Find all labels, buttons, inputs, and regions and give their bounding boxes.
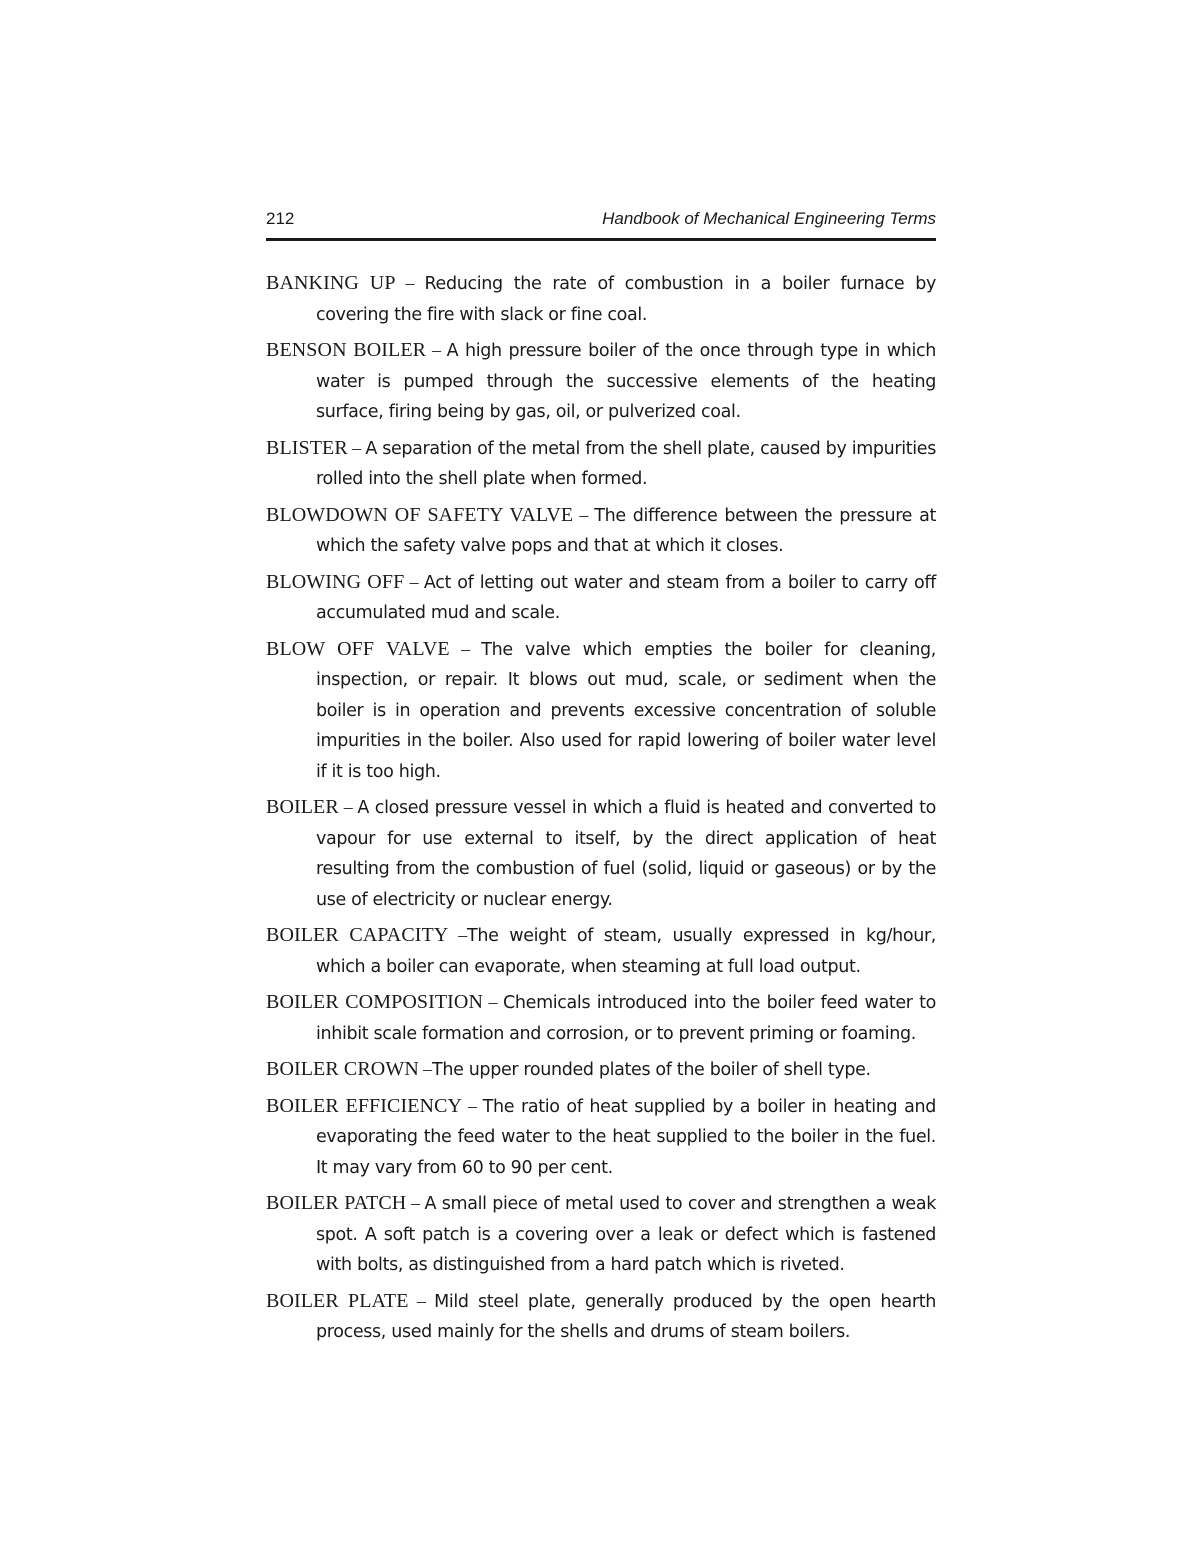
entry-separator: – [448, 925, 468, 945]
entry-definition: The weight of steam, usually expressed in kg/hour, which a boiler can evaporate, when steaming at full load output. [316, 926, 936, 977]
entry-definition: The valve which empties the boiler for cleaning, inspection, or repair. It blows out mud, scale, or sediment when the boiler is in operation and prevents excessive concentration of soluble impurities in the boiler. Also used for rapid lowering of boiler water level if it is too high. [316, 639, 937, 782]
entry-separator: – [483, 992, 504, 1012]
entry-definition: The upper rounded plates of the boiler of shell type. [431, 1060, 871, 1080]
glossary-entries [266, 269, 936, 1348]
glossary-entry [266, 434, 936, 495]
entry-definition: A closed pressure vessel in which a fluid is heated and converted to vapour for use external to itself, by the direct application of heat resulting from the combustion of fuel (solid, liquid or gaseous) or by the use of electricity or nuclear energy. [316, 798, 936, 910]
glossary-entry [266, 1055, 936, 1086]
entry-separator: – [408, 1290, 435, 1311]
entry-definition: Mild steel plate, generally produced by the open hearth process, used mainly for the shells and drums of steam boilers. [316, 1291, 936, 1342]
glossary-entry [266, 336, 936, 428]
entry-separator: – [462, 1095, 483, 1116]
entry-term: BLOWING OFF [266, 570, 405, 593]
entry-definition: The ratio of heat supplied by a boiler in heating and evaporating the feed water to the heat supplied to the boiler in the fuel. It may vary from 60 to 90 per cent. [316, 1096, 936, 1178]
entry-definition: Chemicals introduced into the boiler feed water to inhibit scale formation and corrosion, or to prevent priming or foaming. [316, 993, 936, 1044]
entry-term: BOILER PATCH [266, 1192, 407, 1214]
entry-separator: – [406, 1193, 425, 1213]
entry-separator: – [449, 638, 482, 659]
glossary-entry [266, 501, 936, 562]
entry-definition: The difference between the pressure at which the safety valve pops and that at which it closes. [316, 505, 936, 556]
glossary-entry [266, 921, 936, 982]
entry-separator: – [338, 797, 358, 817]
entry-term: BOILER CROWN [266, 1058, 419, 1080]
entry-term: BLOW OFF VALVE [266, 637, 450, 660]
entry-term: BENSON BOILER [266, 339, 427, 361]
glossary-entry [266, 635, 936, 788]
glossary-entry [266, 1287, 936, 1348]
entry-separator: – [347, 437, 366, 458]
entry-definition: A separation of the metal from the shell plate, caused by impurities rolled into the shell plate when formed. [316, 438, 936, 489]
entry-separator: – [573, 504, 595, 525]
glossary-entry [266, 1092, 936, 1184]
entry-term: BANKING UP [266, 272, 396, 294]
page-number: 212 [266, 209, 295, 228]
entry-term: BOILER EFFICIENCY [266, 1094, 463, 1117]
glossary-entry [266, 793, 936, 915]
entry-term: BOILER [266, 796, 339, 818]
glossary-entry [266, 988, 936, 1049]
entry-separator: – [404, 571, 424, 592]
entry-definition: Act of letting out water and steam from a boiler to carry off accumulated mud and scale. [316, 572, 936, 623]
entry-term: BLOWDOWN OF SAFETY VALVE [266, 503, 574, 526]
entry-definition: Reducing the rate of combustion in a boiler furnace by covering the fire with slack or fine coal. [316, 274, 936, 325]
entry-term: BOILER PLATE [266, 1289, 409, 1312]
book-title: Handbook of Mechanical Engineering Terms [602, 209, 936, 228]
glossary-entry [266, 568, 936, 629]
entry-separator: – [395, 273, 425, 293]
entry-term: BLISTER [266, 436, 348, 459]
entry-separator: – [418, 1059, 432, 1079]
running-head [266, 208, 936, 241]
entry-term: BOILER CAPACITY [266, 924, 449, 946]
entry-definition: A high pressure boiler of the once through type in which water is pumped through the successive elements of the heating surface, firing being by gas, oil, or pulverized coal. [316, 341, 936, 422]
glossary-entry [266, 269, 936, 330]
entry-term: BOILER COMPOSITION [266, 991, 484, 1013]
entry-separator: – [426, 340, 447, 360]
entry-definition: A small piece of metal used to cover and strengthen a weak spot. A soft patch is a covering over a leak or defect which is fastened with bolts, as distinguished from a hard patch which is riveted. [316, 1194, 936, 1275]
document-page [266, 208, 936, 1354]
glossary-entry [266, 1189, 936, 1281]
